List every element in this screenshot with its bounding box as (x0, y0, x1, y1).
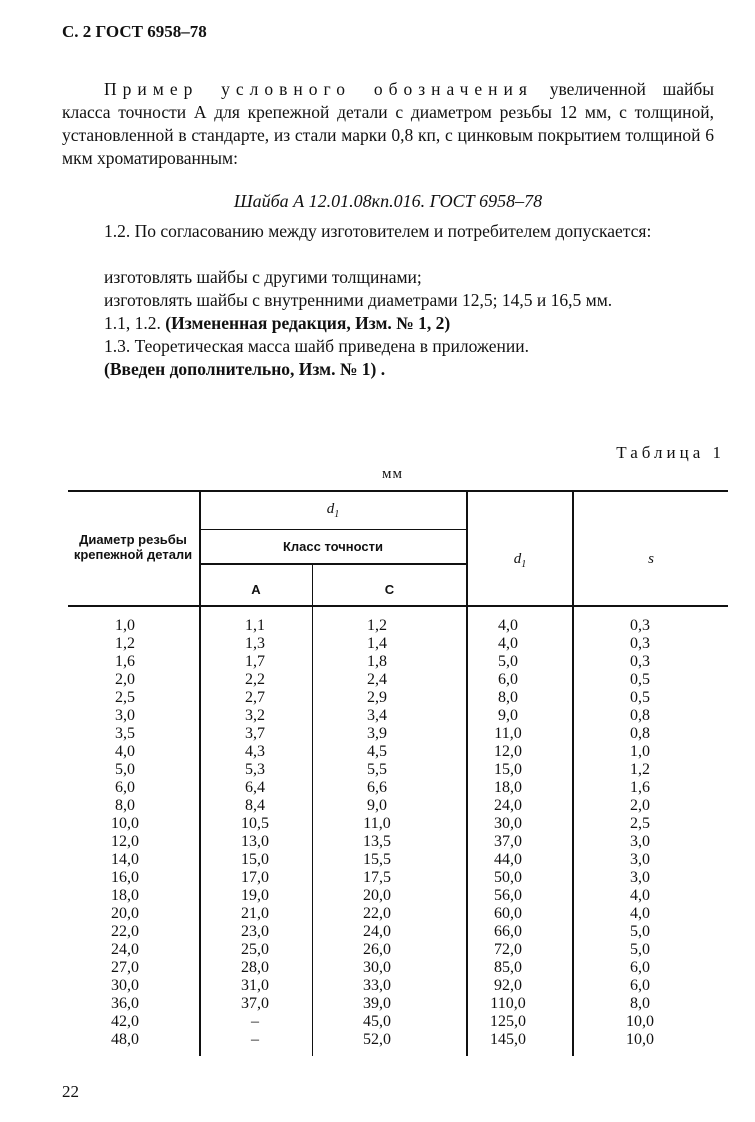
header-s: s (648, 551, 654, 567)
table-cell: 17,5 (363, 869, 391, 886)
header-d1-group: $d_1$ (326, 501, 340, 520)
table-cell: 20,0 (111, 905, 139, 922)
table-cell: 5,0 (498, 653, 518, 670)
table-cell: 18,0 (111, 887, 139, 904)
table-cell: 18,0 (494, 779, 522, 796)
table-cell: 3,0 (630, 833, 650, 850)
example-paragraph (62, 78, 714, 170)
table-cell: 6,4 (245, 779, 265, 796)
table-cell: 0,3 (630, 635, 650, 652)
table-cell: 4,5 (367, 743, 387, 760)
header-class-c: С (384, 582, 395, 597)
table-cell: 12,0 (494, 743, 522, 760)
table-cell: 20,0 (363, 887, 391, 904)
table-cell: 10,0 (111, 815, 139, 832)
header-thread-diameter: Диаметр резьбы крепежной детали (73, 532, 193, 562)
table-cell: 0,8 (630, 707, 650, 724)
table-cell: 23,0 (241, 923, 269, 940)
table-cell: 1,1 (245, 617, 265, 634)
table-cell: 30,0 (494, 815, 522, 832)
table-cell: 14,0 (111, 851, 139, 868)
table-cell: 36,0 (111, 995, 139, 1012)
table-cell: 24,0 (111, 941, 139, 958)
clause-1-3-text: 1.3. Теоретическая масса шайб приведена в приложении. (104, 336, 530, 356)
table-vline-1 (199, 491, 201, 1056)
table-cell: 22,0 (363, 905, 391, 922)
table-cell: 3,0 (630, 851, 650, 868)
table-cell: 4,0 (498, 617, 518, 634)
table-cell: 37,0 (241, 995, 269, 1012)
table-cell: 24,0 (494, 797, 522, 814)
table-cell: 125,0 (490, 1013, 526, 1030)
table-cell: 11,0 (363, 815, 391, 832)
table-cell: 37,0 (494, 833, 522, 850)
header-class-a: А (251, 582, 261, 597)
table-cell: – (251, 1031, 259, 1048)
table-cell: 8,4 (245, 797, 265, 814)
table-cell: 0,8 (630, 725, 650, 742)
table-class-rule (200, 563, 468, 565)
table-cell: 1,6 (115, 653, 135, 670)
table-cell: 2,5 (115, 689, 135, 706)
table-cell: 1,6 (630, 779, 650, 796)
table-cell: 9,0 (367, 797, 387, 814)
table-cell: 25,0 (241, 941, 269, 958)
table-cell: 8,0 (115, 797, 135, 814)
table-cell: 2,9 (367, 689, 387, 706)
table-cell: 15,0 (241, 851, 269, 868)
table-cell: 31,0 (241, 977, 269, 994)
header-d2: $d_1$ (513, 551, 527, 570)
table-cell: 72,0 (494, 941, 522, 958)
table-cell: 21,0 (241, 905, 269, 922)
clause-1-2 (62, 220, 714, 243)
table-cell: 1,3 (245, 635, 265, 652)
table-cell: 0,5 (630, 689, 650, 706)
table-cell: 0,3 (630, 617, 650, 634)
table-cell: 1,2 (367, 617, 387, 634)
table-cell: 3,4 (367, 707, 387, 724)
table-cell: 19,0 (241, 887, 269, 904)
table-cell: 85,0 (494, 959, 522, 976)
table-cell: 10,5 (241, 815, 269, 832)
table-cell: 26,0 (363, 941, 391, 958)
table-cell: 8,0 (498, 689, 518, 706)
clause-1-2-item2: изготовлять шайбы с внутренними диаметрами 12,5; 14,5 и 16,5 мм. (104, 290, 613, 310)
table-cell: 8,0 (630, 995, 650, 1012)
table-cell: 6,0 (498, 671, 518, 688)
table-cell: 15,0 (494, 761, 522, 778)
table-cell: 3,5 (115, 725, 135, 742)
table-cell: 44,0 (494, 851, 522, 868)
column-class-a (205, 617, 305, 1049)
table-cell: 22,0 (111, 923, 139, 940)
table-cell: 5,5 (367, 761, 387, 778)
table-cell: 6,0 (630, 959, 650, 976)
table-cell: 3,0 (115, 707, 135, 724)
table-cell: 3,2 (245, 707, 265, 724)
table-top-rule (68, 490, 728, 492)
clause-1-2-note (104, 312, 450, 335)
table-cell: 13,0 (241, 833, 269, 850)
table-cell: 6,0 (115, 779, 135, 796)
table-cell: 1,2 (630, 761, 650, 778)
table-cell: 4,0 (630, 905, 650, 922)
table-cell: 110,0 (490, 995, 526, 1012)
clause-1-2-text: 1.2. По согласованию между изготовителем и потребителем допускается: (104, 221, 652, 241)
table-cell: 45,0 (363, 1013, 391, 1030)
table-cell: 9,0 (498, 707, 518, 724)
column-d2 (468, 617, 548, 1049)
table-cell: 4,0 (115, 743, 135, 760)
clause-1-2-note-prefix: 1.1, 1.2. (104, 313, 166, 333)
column-class-c (322, 617, 432, 1049)
table-cell: – (251, 1013, 259, 1030)
table-cell: 56,0 (494, 887, 522, 904)
table-d1-rule (200, 529, 468, 530)
table-cell: 6,6 (367, 779, 387, 796)
table-cell: 2,2 (245, 671, 265, 688)
table-cell: 13,5 (363, 833, 391, 850)
table-cell: 30,0 (363, 959, 391, 976)
table-cell: 4,0 (630, 887, 650, 904)
table-cell: 50,0 (494, 869, 522, 886)
table-cell: 42,0 (111, 1013, 139, 1030)
table-cell: 60,0 (494, 905, 522, 922)
table-caption: Таблица 1 (616, 443, 725, 462)
table-cell: 27,0 (111, 959, 139, 976)
table-cell: 39,0 (363, 995, 391, 1012)
table-cell: 3,0 (630, 869, 650, 886)
table-cell: 66,0 (494, 923, 522, 940)
table-cell: 33,0 (363, 977, 391, 994)
page-number: 22 (62, 1082, 79, 1101)
table-cell: 15,5 (363, 851, 391, 868)
table-vline-4 (572, 491, 574, 1056)
table-cell: 3,9 (367, 725, 387, 742)
table-cell: 5,3 (245, 761, 265, 778)
table-vline-2 (312, 564, 313, 1056)
table-cell: 2,7 (245, 689, 265, 706)
table-cell: 3,7 (245, 725, 265, 742)
table-cell: 2,4 (367, 671, 387, 688)
table-cell: 24,0 (363, 923, 391, 940)
column-thread (70, 617, 180, 1049)
table-cell: 16,0 (111, 869, 139, 886)
table-cell: 5,0 (115, 761, 135, 778)
table-cell: 1,0 (630, 743, 650, 760)
clause-1-2-item1: изготовлять шайбы с другими толщинами; (104, 267, 422, 287)
table-cell: 52,0 (363, 1031, 391, 1048)
example-designation: Шайба А 12.01.08кп.016. ГОСТ 6958–78 (233, 191, 543, 211)
table-cell: 1,8 (367, 653, 387, 670)
page-header: С. 2 ГОСТ 6958–78 (62, 22, 207, 41)
table-cell: 2,5 (630, 815, 650, 832)
table-cell: 1,4 (367, 635, 387, 652)
table-cell: 92,0 (494, 977, 522, 994)
table-cell: 10,0 (626, 1013, 654, 1030)
example-text: увеличенной шайбы класса точности А для крепежной детали с диаметром резьбы 12 мм, с толщиной, установленной в стандарте, из стали марки 0,8 кп, с цинковым покрытием толщиной 6 мкм хроматированным: (62, 79, 714, 168)
header-accuracy-class: Класс точности (282, 539, 384, 554)
table-cell: 0,3 (630, 653, 650, 670)
table-cell: 2,0 (115, 671, 135, 688)
clause-1-3-note: (Введен дополнительно, Изм. № 1) . (104, 359, 386, 379)
table-cell: 28,0 (241, 959, 269, 976)
table-cell: 12,0 (111, 833, 139, 850)
table-cell: 0,5 (630, 671, 650, 688)
table-cell: 5,0 (630, 941, 650, 958)
table-cell: 1,0 (115, 617, 135, 634)
table-cell: 4,3 (245, 743, 265, 760)
table-cell: 1,7 (245, 653, 265, 670)
table-cell: 30,0 (111, 977, 139, 994)
table-cell: 145,0 (490, 1031, 526, 1048)
table-cell: 17,0 (241, 869, 269, 886)
table-header-rule (68, 605, 728, 607)
clause-1-2-note-bold: (Измененная редакция, Изм. № 1, 2) (165, 313, 451, 333)
table-cell: 11,0 (494, 725, 522, 742)
table-cell: 1,2 (115, 635, 135, 652)
table-cell: 48,0 (111, 1031, 139, 1048)
table-cell: 2,0 (630, 797, 650, 814)
table-cell: 5,0 (630, 923, 650, 940)
table-cell: 6,0 (630, 977, 650, 994)
table-cell: 4,0 (498, 635, 518, 652)
table-units: мм (382, 466, 403, 482)
column-s (580, 617, 700, 1049)
table-cell: 10,0 (626, 1031, 654, 1048)
example-lead: Пример условного обозначения (104, 79, 533, 99)
